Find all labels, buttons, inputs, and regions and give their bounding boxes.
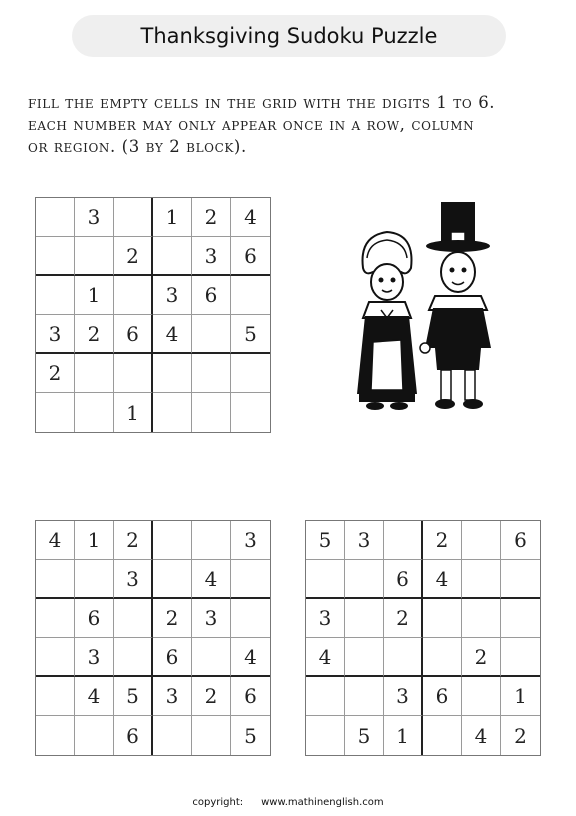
sudoku-cell[interactable]: 6 (75, 599, 114, 638)
sudoku-cell[interactable] (153, 560, 192, 599)
sudoku-cell[interactable] (36, 638, 75, 677)
sudoku-cell[interactable]: 2 (75, 315, 114, 354)
sudoku-cell[interactable]: 1 (75, 521, 114, 560)
sudoku-cell[interactable]: 3 (153, 276, 192, 315)
sudoku-cell[interactable] (306, 677, 345, 716)
sudoku-cell[interactable]: 4 (75, 677, 114, 716)
sudoku-cell[interactable]: 6 (114, 716, 153, 755)
sudoku-cell[interactable] (501, 560, 540, 599)
sudoku-cell[interactable] (501, 599, 540, 638)
page-title (72, 15, 506, 57)
sudoku-cell[interactable] (423, 638, 462, 677)
sudoku-cell[interactable] (231, 393, 270, 432)
sudoku-cell[interactable]: 2 (192, 198, 231, 237)
sudoku-cell[interactable] (114, 354, 153, 393)
sudoku-cell[interactable]: 3 (345, 521, 384, 560)
sudoku-cell[interactable] (114, 638, 153, 677)
sudoku-cell[interactable]: 2 (462, 638, 501, 677)
sudoku-cell[interactable]: 4 (423, 560, 462, 599)
sudoku-cell[interactable]: 3 (306, 599, 345, 638)
sudoku-cell[interactable] (36, 198, 75, 237)
sudoku-cell[interactable] (384, 638, 423, 677)
sudoku-cell[interactable]: 3 (192, 599, 231, 638)
sudoku-cell[interactable]: 3 (114, 560, 153, 599)
sudoku-cell[interactable] (192, 638, 231, 677)
sudoku-cell[interactable]: 4 (36, 521, 75, 560)
sudoku-cell[interactable]: 5 (231, 315, 270, 354)
sudoku-cell[interactable]: 4 (306, 638, 345, 677)
sudoku-cell[interactable] (345, 677, 384, 716)
sudoku-cell[interactable] (36, 237, 75, 276)
sudoku-cell[interactable]: 2 (384, 599, 423, 638)
sudoku-cell[interactable]: 3 (75, 198, 114, 237)
sudoku-grid-2 (35, 520, 271, 756)
sudoku-cell[interactable] (36, 560, 75, 599)
sudoku-cell[interactable] (384, 521, 423, 560)
sudoku-cell[interactable]: 2 (192, 677, 231, 716)
sudoku-cell[interactable] (231, 599, 270, 638)
sudoku-cell[interactable]: 3 (36, 315, 75, 354)
copyright-label: copyright: (192, 797, 244, 808)
sudoku-cell[interactable] (36, 677, 75, 716)
sudoku-cell[interactable]: 6 (501, 521, 540, 560)
sudoku-cell[interactable] (345, 599, 384, 638)
sudoku-cell[interactable] (231, 354, 270, 393)
sudoku-cell[interactable] (75, 716, 114, 755)
sudoku-cell[interactable] (345, 638, 384, 677)
sudoku-cell[interactable] (462, 599, 501, 638)
sudoku-cell[interactable]: 5 (114, 677, 153, 716)
sudoku-cell[interactable]: 6 (114, 315, 153, 354)
sudoku-cell[interactable] (36, 393, 75, 432)
sudoku-cell[interactable] (153, 237, 192, 276)
sudoku-cell[interactable]: 5 (306, 521, 345, 560)
sudoku-cell[interactable]: 2 (423, 521, 462, 560)
sudoku-cell[interactable] (153, 521, 192, 560)
sudoku-cell[interactable] (423, 599, 462, 638)
pilgrim-children-icon (345, 198, 505, 423)
sudoku-cell[interactable]: 4 (462, 716, 501, 755)
sudoku-cell[interactable]: 1 (114, 393, 153, 432)
sudoku-cell[interactable]: 3 (231, 521, 270, 560)
sudoku-cell[interactable]: 3 (192, 237, 231, 276)
sudoku-cell[interactable] (75, 237, 114, 276)
sudoku-cell[interactable] (306, 560, 345, 599)
sudoku-cell[interactable]: 6 (192, 276, 231, 315)
instructions-line-3: or region. (3 by 2 block). (28, 137, 247, 156)
sudoku-cell[interactable]: 6 (231, 237, 270, 276)
sudoku-cell[interactable] (231, 560, 270, 599)
sudoku-cell[interactable] (462, 521, 501, 560)
page-title-text: Thanksgiving Sudoku Puzzle (140, 24, 438, 48)
sudoku-cell[interactable]: 4 (231, 638, 270, 677)
sudoku-cell[interactable] (192, 315, 231, 354)
sudoku-cell[interactable] (192, 393, 231, 432)
sudoku-cell[interactable]: 6 (153, 638, 192, 677)
sudoku-cell[interactable]: 2 (153, 599, 192, 638)
instructions (28, 92, 558, 158)
sudoku-cell[interactable]: 4 (231, 198, 270, 237)
sudoku-cell[interactable]: 3 (75, 638, 114, 677)
sudoku-cell[interactable] (153, 393, 192, 432)
site-link[interactable]: www.mathinenglish.com (261, 797, 384, 808)
sudoku-cell[interactable]: 5 (345, 716, 384, 755)
sudoku-cell[interactable]: 6 (231, 677, 270, 716)
sudoku-cell[interactable] (462, 560, 501, 599)
sudoku-grid-1 (35, 197, 271, 433)
sudoku-cell[interactable] (306, 716, 345, 755)
sudoku-cell[interactable]: 6 (384, 560, 423, 599)
sudoku-cell[interactable]: 3 (153, 677, 192, 716)
sudoku-cell[interactable] (36, 716, 75, 755)
sudoku-cell[interactable] (345, 560, 384, 599)
sudoku-cell[interactable]: 1 (501, 677, 540, 716)
instructions-line-1: fill the empty cells in the grid with the digits 1 to 6. (28, 93, 496, 112)
sudoku-cell[interactable]: 2 (514, 723, 527, 748)
sudoku-cell[interactable]: 1 (153, 198, 192, 237)
sudoku-cell[interactable]: 2 (114, 521, 153, 560)
sudoku-cell[interactable]: 4 (153, 315, 192, 354)
sudoku-cell[interactable]: 5 (244, 723, 257, 748)
sudoku-cell[interactable] (114, 599, 153, 638)
sudoku-cell[interactable] (501, 638, 540, 677)
sudoku-grid-3 (305, 520, 541, 756)
sudoku-cell[interactable] (114, 198, 153, 237)
sudoku-cell[interactable] (192, 354, 231, 393)
instructions-line-2: each number may only appear once in a row, column (28, 115, 475, 134)
sudoku-cell[interactable] (192, 521, 231, 560)
sudoku-cell[interactable]: 2 (114, 237, 153, 276)
sudoku-cell[interactable]: 1 (384, 716, 423, 755)
sudoku-cell[interactable] (114, 276, 153, 315)
sudoku-cell[interactable] (231, 276, 270, 315)
sudoku-cell[interactable] (462, 677, 501, 716)
sudoku-cell[interactable] (75, 393, 114, 432)
sudoku-cell[interactable]: 3 (384, 677, 423, 716)
footer (0, 797, 576, 808)
sudoku-cell[interactable]: 6 (423, 677, 462, 716)
sudoku-cell[interactable]: 4 (192, 560, 231, 599)
sudoku-cell[interactable] (36, 599, 75, 638)
sudoku-cell[interactable] (75, 354, 114, 393)
sudoku-cell[interactable] (153, 716, 192, 755)
sudoku-cell[interactable]: 2 (36, 354, 75, 393)
sudoku-cell[interactable] (423, 716, 462, 755)
sudoku-cell[interactable] (192, 716, 231, 755)
sudoku-cell[interactable] (153, 354, 192, 393)
sudoku-cell[interactable] (75, 560, 114, 599)
sudoku-cell[interactable] (36, 276, 75, 315)
sudoku-cell[interactable]: 1 (75, 276, 114, 315)
